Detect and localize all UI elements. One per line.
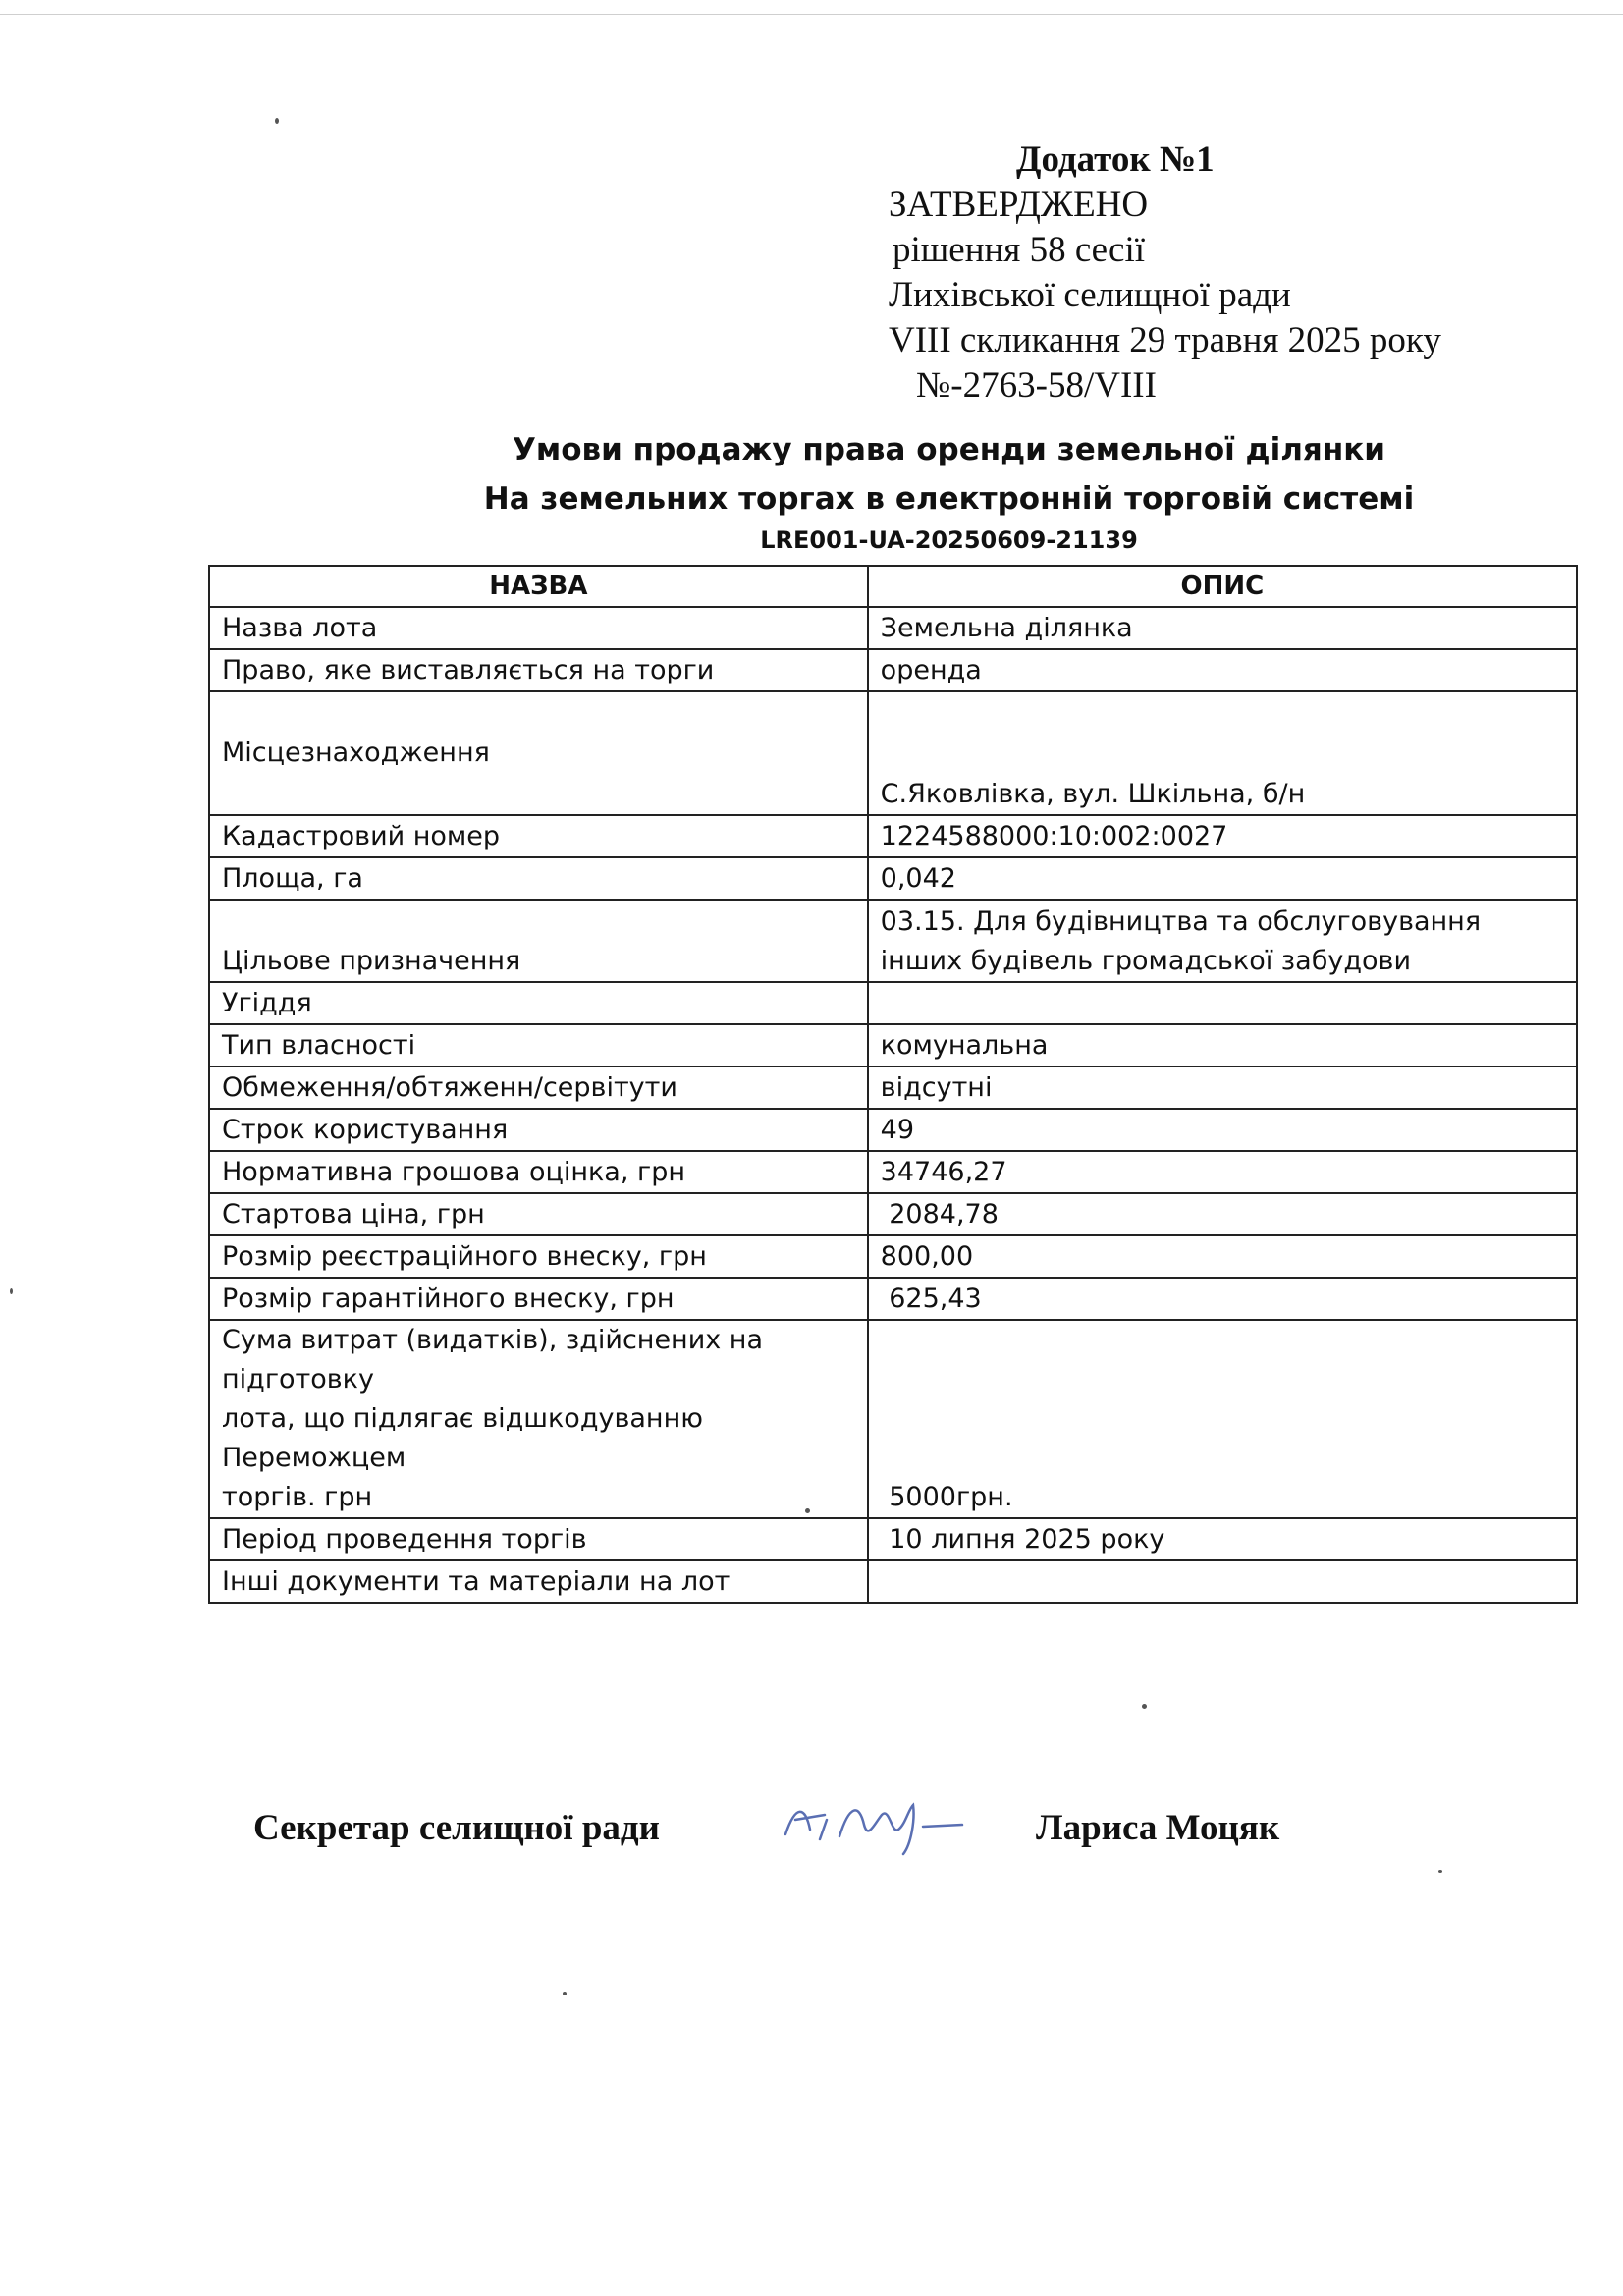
table-row: [209, 691, 1577, 815]
header-description: ОПИС: [868, 566, 1577, 607]
table-row: [209, 1109, 1577, 1151]
table-row: [209, 649, 1577, 691]
row-value: 49: [868, 1109, 1577, 1151]
row-value: 5000грн.: [868, 1320, 1577, 1518]
row-name: Розмір гарантійного внеску, грн: [209, 1278, 868, 1320]
document-title: Умови продажу права оренди земельної ділянки: [512, 432, 1385, 467]
row-name-line: підготовку: [222, 1364, 374, 1394]
row-name: Стартова ціна, грн: [209, 1193, 868, 1235]
decision-label: рішення 58 сесії: [893, 230, 1146, 270]
convocation-label: VIII скликання 29 травня 2025 року: [889, 320, 1441, 360]
table-row: [209, 857, 1577, 900]
table-row: [209, 1560, 1577, 1603]
scan-speck: [275, 118, 279, 124]
row-value: 34746,27: [868, 1151, 1577, 1193]
table-row: [209, 1024, 1577, 1066]
row-name: Період проведення торгів: [209, 1518, 868, 1560]
row-name: Площа, га: [209, 857, 868, 900]
scan-speck: [10, 1288, 13, 1294]
row-value: 2084,78: [868, 1193, 1577, 1235]
row-value: С.Яковлівка, вул. Шкільна, б/н: [868, 691, 1577, 815]
row-name: Строк користування: [209, 1109, 868, 1151]
scan-top-rule: [0, 14, 1623, 15]
decision-number: №-2763-58/VIII: [916, 365, 1157, 406]
row-value: 800,00: [868, 1235, 1577, 1278]
row-name: Кадастровий номер: [209, 815, 868, 857]
council-label: Лихівської селищної ради: [889, 275, 1291, 315]
table-row: [209, 1193, 1577, 1235]
row-name: Право, яке виставляється на торги: [209, 649, 868, 691]
row-name: Місцезнаходження: [209, 691, 868, 815]
row-name: Нормативна грошова оцінка, грн: [209, 1151, 868, 1193]
scan-speck: [805, 1508, 810, 1513]
row-value: 10 липня 2025 року: [868, 1518, 1577, 1560]
row-name-line: лота, що підлягає відшкодуванню: [222, 1403, 703, 1434]
row-value: оренда: [868, 649, 1577, 691]
table-row: [209, 1518, 1577, 1560]
table-row: [209, 1066, 1577, 1109]
row-value: 625,43: [868, 1278, 1577, 1320]
row-value: [868, 982, 1577, 1024]
row-name: Угіддя: [209, 982, 868, 1024]
table-row: [209, 1278, 1577, 1320]
table-row: [209, 982, 1577, 1024]
table-row: [209, 1151, 1577, 1193]
approval-block: [889, 137, 1441, 409]
row-value: Земельна ділянка: [868, 607, 1577, 649]
signatory-title: Секретар селищної ради: [253, 1808, 660, 1848]
approved-label: ЗАТВЕРДЖЕНО: [889, 185, 1149, 225]
handwritten-signature: [766, 1785, 1001, 1864]
row-name: Тип власності: [209, 1024, 868, 1066]
addendum-label: Додаток №1: [1016, 139, 1215, 180]
table-row: [209, 1320, 1577, 1518]
row-name: Обмеження/обтяженн/сервітути: [209, 1066, 868, 1109]
row-value: 1224588000:10:002:0027: [868, 815, 1577, 857]
scan-speck: [563, 1992, 567, 1995]
document-subtitle: На земельних торгах в електронній торговій системі: [483, 481, 1415, 517]
row-name-line: Переможцем: [222, 1443, 406, 1473]
row-value: 03.15. Для будівництва та обслуговування інших будівель громадської забудови: [868, 900, 1577, 982]
conditions-table: [208, 565, 1578, 1604]
table-header-row: [209, 566, 1577, 607]
row-name: Назва лота: [209, 607, 868, 649]
header-name: НАЗВА: [209, 566, 868, 607]
lot-identifier: LRE001-UA-20250609-21139: [760, 526, 1138, 554]
row-name-line: Сума витрат (видатків), здійснених на: [222, 1325, 764, 1355]
row-value: [868, 1560, 1577, 1603]
table-row: [209, 607, 1577, 649]
signatory-name: Лариса Моцяк: [1036, 1808, 1280, 1848]
row-name: Цільове призначення: [209, 900, 868, 982]
table-row: [209, 1235, 1577, 1278]
scan-speck: [1438, 1870, 1442, 1873]
row-name-line: торгів. грн: [222, 1482, 373, 1512]
scan-speck: [1142, 1704, 1147, 1709]
row-value: комунальна: [868, 1024, 1577, 1066]
table-row: [209, 815, 1577, 857]
row-name-multiline: [209, 1320, 868, 1518]
row-name: Розмір реєстраційного внеску, грн: [209, 1235, 868, 1278]
table-row: [209, 900, 1577, 982]
row-value: відсутні: [868, 1066, 1577, 1109]
row-name: Інші документи та матеріали на лот: [209, 1560, 868, 1603]
row-value: 0,042: [868, 857, 1577, 900]
